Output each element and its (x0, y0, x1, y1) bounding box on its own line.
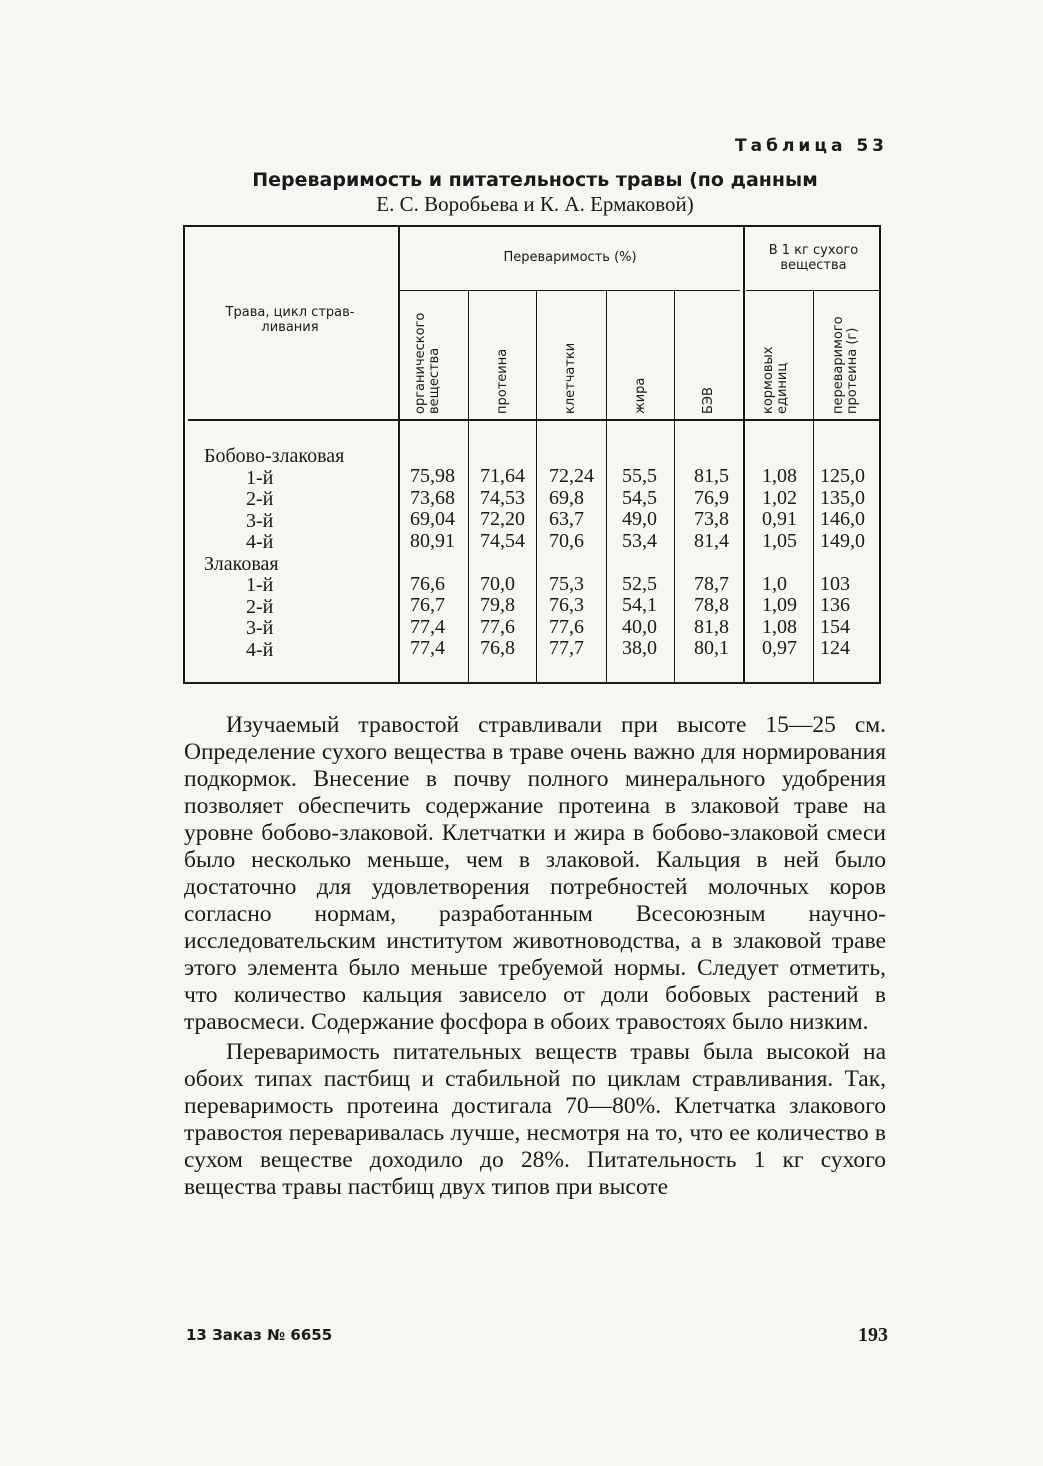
table-cell: 1,05 (762, 529, 797, 552)
table-cell: 73,8 (694, 508, 729, 530)
table-cell: 54,5 (622, 486, 657, 509)
table-cell: 74,54 (480, 529, 525, 552)
table-cell: 70,6 (549, 529, 584, 552)
title-line-1: Переваримость и питательность травы (по данным (252, 169, 818, 191)
row-cycle: 1-й (246, 466, 274, 489)
table-cell: 136 (820, 594, 850, 616)
table-cell: 77,4 (410, 615, 445, 638)
title-line-2: Е. С. Воробьева и К. А. Ермаковой) (376, 192, 694, 216)
table-cell: 40,0 (622, 615, 657, 638)
table-cell: 81,5 (694, 465, 729, 487)
header-digestible-protein: переваримого протеина (г) (831, 316, 860, 414)
header-fiber: клетчатки (563, 342, 578, 414)
header-protein: протеина (495, 348, 510, 414)
col-divider (468, 291, 469, 684)
table-cell: 76,6 (410, 572, 445, 595)
table-cell: 75,98 (410, 465, 455, 487)
column-nfe (694, 466, 729, 660)
table-cell: 71,64 (480, 465, 525, 487)
col-divider (398, 225, 400, 684)
row-cycle: 4-й (246, 531, 274, 553)
table-header-rule (188, 419, 881, 421)
page-number: 193 (858, 1324, 888, 1346)
table-cell: 63,7 (549, 508, 584, 530)
header-feed-units: кормовых единиц (761, 346, 790, 414)
col-divider (674, 291, 675, 684)
table-cell: 1,09 (762, 594, 797, 616)
column-fiber (549, 466, 594, 660)
header-organic-matter: органического вещества (413, 312, 442, 414)
table-cell: 1,08 (762, 615, 797, 638)
table-cell: 77,4 (410, 637, 445, 659)
frame-left (183, 225, 185, 684)
table-cell: 77,7 (549, 637, 584, 659)
frame-right (879, 225, 881, 684)
table-cell: 78,7 (694, 572, 729, 595)
table-cell: 77,6 (480, 615, 515, 638)
table-cell: 69,8 (549, 486, 584, 509)
table-cell: 146,0 (820, 508, 865, 530)
table-cell: 1,02 (762, 486, 797, 509)
table-cell: 70,0 (480, 572, 515, 595)
col-divider (536, 291, 537, 684)
table-cell: 81,4 (694, 529, 729, 552)
print-order-note: 13 Заказ № 6655 (186, 1326, 333, 1344)
table-cell: 72,20 (480, 508, 525, 530)
table-cell: 80,91 (410, 529, 455, 552)
table-cell: 55,5 (622, 465, 657, 487)
row-cycle: 4-й (246, 638, 274, 661)
table-cell: 103 (820, 572, 850, 595)
table-cell: 38,0 (622, 637, 657, 659)
table-cell: 69,04 (410, 508, 455, 530)
table-cell: 54,1 (622, 594, 657, 616)
table-cell: 124 (820, 637, 850, 659)
table-cell: 76,8 (480, 637, 515, 659)
table-cell: 76,3 (549, 594, 584, 616)
table-cell: 154 (820, 615, 850, 638)
paragraph-2: Переваримость питательных веществ травы была высокой на обоих типах пастбищ и стабильной по циклам стравливания. Так, переваримость протеина достигала 70—80%. Клетчатка злакового травостоя переваривалась лучше, несмотря на то, что ее количество в сухом веществе доходило до 28%. Питательность 1 кг сухого вещества травы пастбищ двух типов при высоте (184, 1039, 886, 1200)
header-per-kg: В 1 кг сухого вещества (768, 243, 859, 273)
table-cell: 0,91 (762, 508, 797, 530)
col-divider (606, 291, 607, 684)
table-label: Таблица 53 (735, 136, 888, 156)
table-cell: 49,0 (622, 508, 657, 530)
column-fat (622, 466, 657, 660)
table-cell: 77,6 (549, 615, 584, 638)
row-cycle: 2-й (246, 488, 274, 510)
table-cell: 52,5 (622, 572, 657, 595)
row-cycle: 1-й (246, 574, 274, 596)
table-cell: 0,97 (762, 637, 797, 659)
table-cell: 78,8 (694, 594, 729, 616)
table-cell: 76,7 (410, 594, 445, 616)
column-digestible-protein (820, 466, 865, 660)
table-cell: 80,1 (694, 637, 729, 659)
column-feed-units (762, 466, 797, 660)
row-cycle: 3-й (246, 509, 274, 532)
table-cell: 73,68 (410, 486, 455, 509)
header-digestibility: Переваримость (%) (503, 250, 637, 265)
col-divider (743, 225, 745, 684)
table-cell: 72,24 (549, 465, 594, 487)
group-rule-digest (400, 290, 740, 291)
col-divider (813, 291, 814, 684)
row-cycle: 3-й (246, 617, 274, 639)
table-cell: 81,8 (694, 615, 729, 638)
column-organic (410, 466, 455, 660)
table-cell: 76,9 (694, 486, 729, 509)
table-cell: 149,0 (820, 529, 865, 552)
table-top-rule (183, 225, 881, 227)
group-name: Злаковая (204, 552, 279, 575)
table-cell: 79,8 (480, 594, 515, 616)
body-text (184, 712, 886, 1201)
row-labels (204, 446, 344, 661)
row-cycle: 2-й (246, 595, 274, 618)
header-nfe: БЭВ (701, 387, 716, 414)
table-cell: 53,4 (622, 529, 657, 552)
table-bottom-rule (183, 682, 881, 684)
table-title (180, 168, 890, 216)
column-protein (480, 466, 525, 660)
table-cell: 1,08 (762, 465, 797, 487)
table-cell: 135,0 (820, 486, 865, 509)
table-cell: 75,3 (549, 572, 584, 595)
group-name: Бобово-злаковая (204, 445, 345, 467)
table-cell: 125,0 (820, 465, 865, 487)
table-cell: 74,53 (480, 486, 525, 509)
header-grass-cycle: Трава, цикл страв- ливания (225, 305, 355, 335)
table-cell: 1,0 (762, 572, 787, 595)
paragraph-1: Изучаемый травостой стравливали при высоте 15—25 см. Определение сухого вещества в траве очень важно для нормирования подкормок. Внесение в почву полного минерального удобрения позволяет обеспечить содержание протеина в злаковой траве на уровне бобово-злаковой. Клетчатки и жира в бобово-злаковой смеси было несколько меньше, чем в злаковой. Кальция в ней было достаточно для удовлетворения потребностей молочных коров согласно нормам, разработанным Всесоюзным научно-исследовательским институтом животноводства, а в злаковой траве этого элемента было меньше требуемой нормы. Следует отметить, что количество кальция зависело от доли бобовых растений в травосмеси. Содержание фосфора в обоих травостоях было низким. (184, 712, 886, 1035)
header-fat: жира (633, 377, 648, 414)
